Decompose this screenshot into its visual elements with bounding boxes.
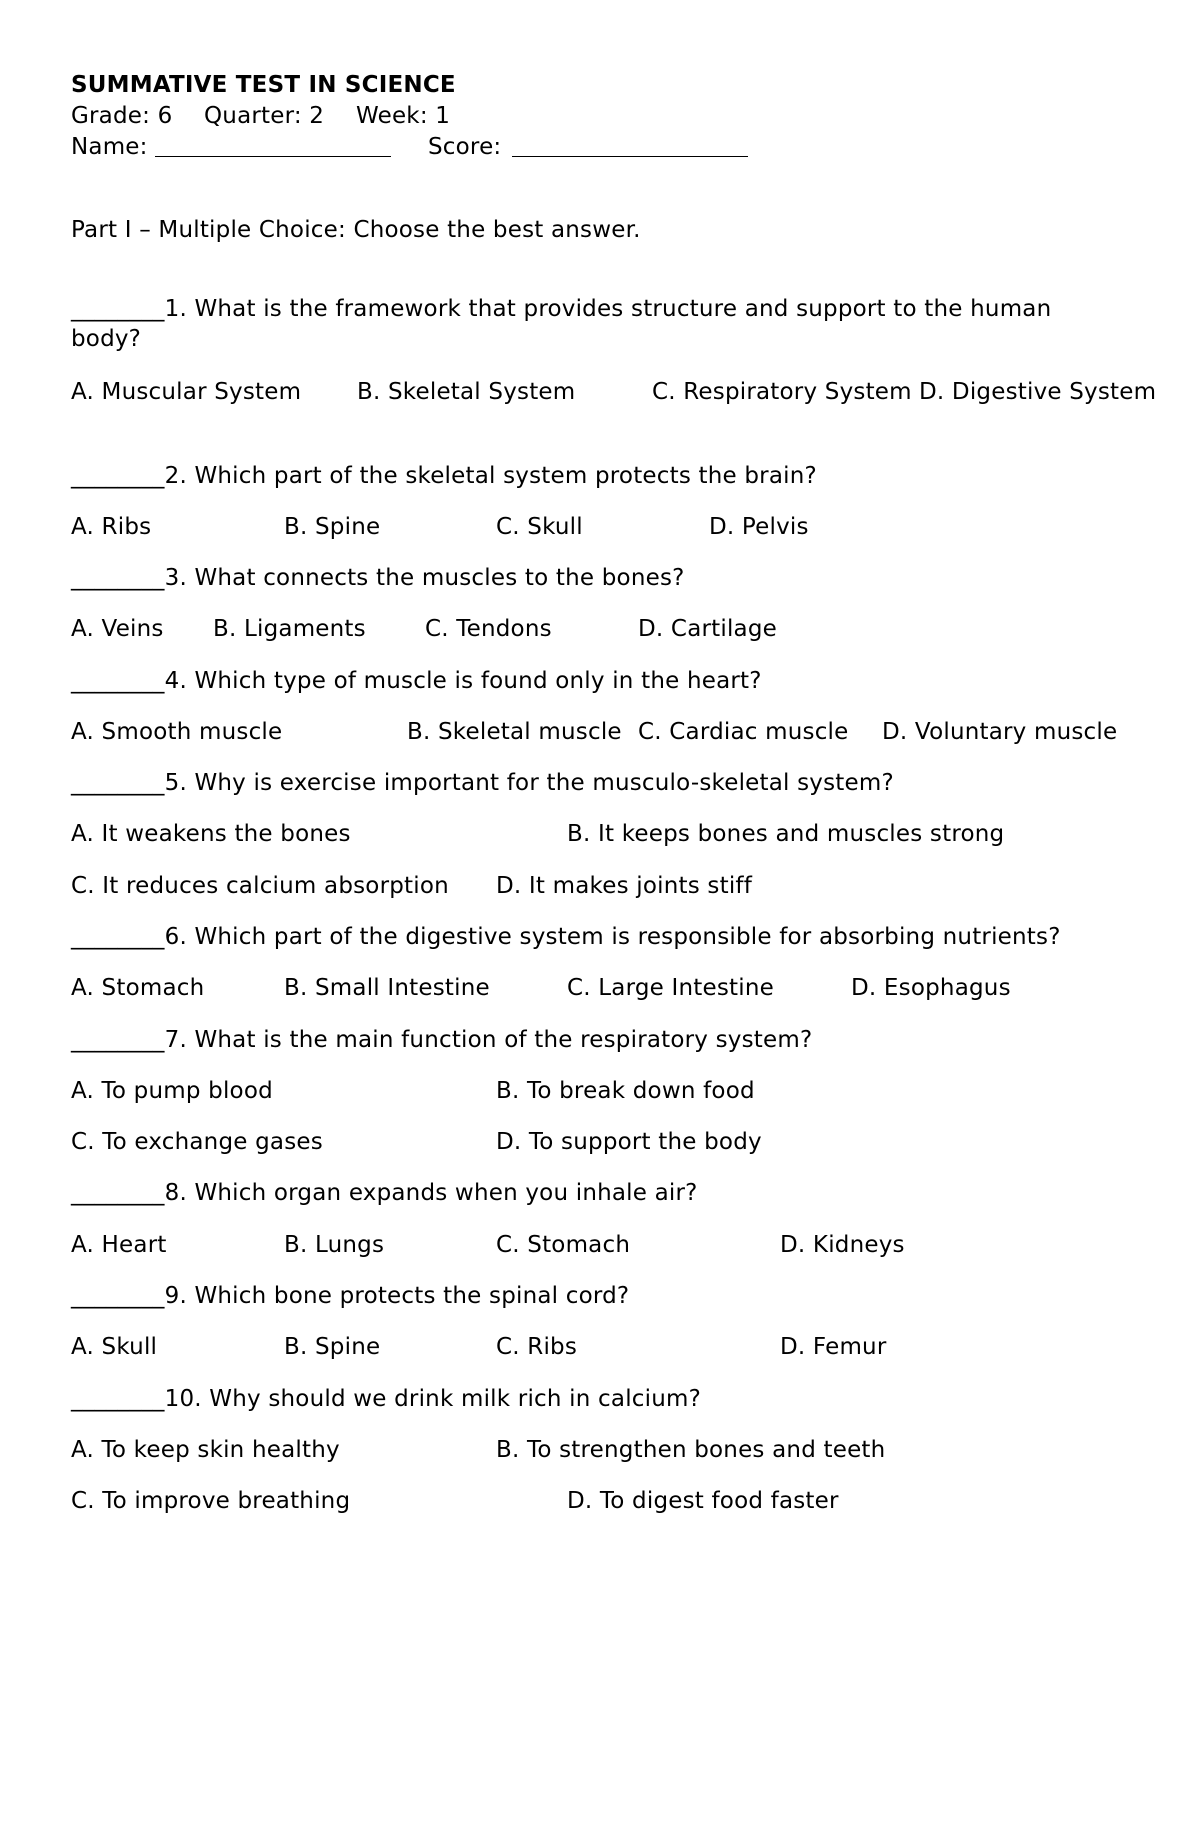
q5-choice-d: D. It makes joints stiff <box>496 873 753 899</box>
question-5-text: 5. Why is exercise important for the musculo-skeletal system? <box>164 770 894 796</box>
q4-choice-b: B. Skeletal muscle <box>407 719 622 745</box>
q5-choice-a: A. It weakens the bones <box>71 821 351 847</box>
q6-choice-b: B. Small Intestine <box>284 975 490 1001</box>
q4-choice-c: C. Cardiac muscle <box>638 719 849 745</box>
q9-choice-c: C. Ribs <box>496 1334 578 1360</box>
answer-blank-10[interactable]: ________ <box>71 1386 165 1412</box>
test-page <box>71 0 1157 1835</box>
question-4 <box>71 666 762 696</box>
q1-choice-b: B. Skeletal System <box>357 379 576 405</box>
q3-choice-c: C. Tendons <box>425 616 552 642</box>
week-label: Week: 1 <box>356 103 451 129</box>
q4-choice-a: A. Smooth muscle <box>71 719 283 745</box>
q5-choice-b: B. It keeps bones and muscles strong <box>567 821 1005 847</box>
answer-blank-1[interactable]: ________ <box>71 296 165 322</box>
part1-instruction: Part I – Multiple Choice: Choose the best answer. <box>71 217 641 243</box>
question-3-text: 3. What connects the muscles to the bones? <box>164 565 685 591</box>
question-5 <box>71 768 894 798</box>
answer-blank-7[interactable]: ________ <box>71 1027 165 1053</box>
question-9-text: 9. Which bone protects the spinal cord? <box>164 1283 630 1309</box>
question-4-text: 4. Which type of muscle is found only in the heart? <box>164 668 762 694</box>
q9-choice-d: D. Femur <box>780 1334 887 1360</box>
q8-choice-a: A. Heart <box>71 1232 167 1258</box>
answer-blank-8[interactable]: ________ <box>71 1180 165 1206</box>
q1-choice-a: A. Muscular System <box>71 379 302 405</box>
q8-choice-c: C. Stomach <box>496 1232 631 1258</box>
question-1-choices <box>71 377 1157 437</box>
q1-choice-d: D. Digestive System <box>919 379 1157 405</box>
answer-blank-9[interactable]: ________ <box>71 1283 165 1309</box>
grade-label: Grade: 6 <box>71 103 173 129</box>
question-7-text: 7. What is the main function of the respiratory system? <box>164 1027 813 1053</box>
question-6-text: 6. Which part of the digestive system is responsible for absorbing nutrients? <box>164 924 1061 950</box>
question-3 <box>71 563 685 593</box>
q8-choice-d: D. Kidneys <box>780 1232 905 1258</box>
q7-choice-b: B. To break down food <box>496 1078 755 1104</box>
q10-choice-b: B. To strengthen bones and teeth <box>496 1437 886 1463</box>
question-2-text: 2. Which part of the skeletal system protects the brain? <box>164 463 817 489</box>
q10-choice-a: A. To keep skin healthy <box>71 1437 340 1463</box>
page-title: SUMMATIVE TEST IN SCIENCE <box>71 72 456 98</box>
answer-blank-5[interactable]: ________ <box>71 770 165 796</box>
q4-choice-d: D. Voluntary muscle <box>882 719 1118 745</box>
q8-choice-b: B. Lungs <box>284 1232 385 1258</box>
q2-choice-d: D. Pelvis <box>709 514 809 540</box>
name-field[interactable] <box>155 134 391 157</box>
question-8 <box>71 1178 698 1208</box>
question-1-text: 1. What is the framework that provides structure and support to the human body? <box>71 296 1052 352</box>
q10-choice-c: C. To improve breathing <box>71 1488 351 1514</box>
q3-choice-b: B. Ligaments <box>213 616 366 642</box>
q6-choice-d: D. Esophagus <box>851 975 1011 1001</box>
q10-choice-d: D. To digest food faster <box>567 1488 839 1514</box>
question-6 <box>71 922 1061 952</box>
answer-blank-3[interactable]: ________ <box>71 565 165 591</box>
q1-choice-c: C. Respiratory System <box>652 379 912 405</box>
name-label: Name: <box>71 134 148 160</box>
q7-choice-d: D. To support the body <box>496 1129 762 1155</box>
q2-choice-b: B. Spine <box>284 514 381 540</box>
q7-choice-a: A. To pump blood <box>71 1078 273 1104</box>
score-field[interactable] <box>512 134 748 157</box>
q6-choice-c: C. Large Intestine <box>567 975 774 1001</box>
question-1 <box>71 294 1111 354</box>
q3-choice-a: A. Veins <box>71 616 164 642</box>
q2-choice-c: C. Skull <box>496 514 583 540</box>
q3-choice-d: D. Cartilage <box>638 616 777 642</box>
q7-choice-c: C. To exchange gases <box>71 1129 323 1155</box>
q6-choice-a: A. Stomach <box>71 975 205 1001</box>
answer-blank-2[interactable]: ________ <box>71 463 165 489</box>
q9-choice-b: B. Spine <box>284 1334 381 1360</box>
quarter-label: Quarter: 2 <box>204 103 325 129</box>
question-9 <box>71 1281 629 1311</box>
q5-choice-c: C. It reduces calcium absorption <box>71 873 449 899</box>
score-label: Score: <box>428 134 502 160</box>
question-7 <box>71 1025 812 1055</box>
question-10 <box>71 1384 701 1414</box>
q9-choice-a: A. Skull <box>71 1334 158 1360</box>
q2-choice-a: A. Ribs <box>71 514 152 540</box>
answer-blank-4[interactable]: ________ <box>71 668 165 694</box>
question-8-text: 8. Which organ expands when you inhale air? <box>164 1180 698 1206</box>
question-2 <box>71 461 817 491</box>
question-10-text: 10. Why should we drink milk rich in calcium? <box>164 1386 702 1412</box>
answer-blank-6[interactable]: ________ <box>71 924 165 950</box>
